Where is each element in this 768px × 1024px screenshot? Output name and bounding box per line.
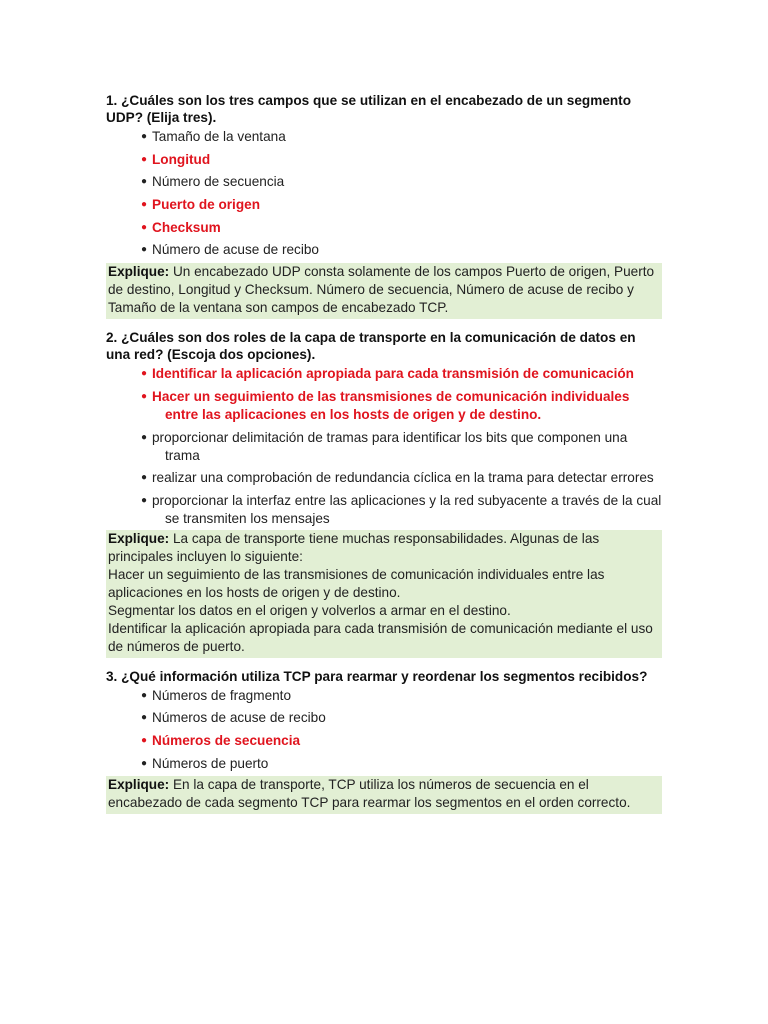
option-item: ● Número de acuse de recibo — [141, 242, 319, 258]
question-3-text: 3. ¿Qué información utiliza TCP para rearmar y reordenar los segmentos recibidos? — [106, 668, 648, 684]
option-item: ● Número de secuencia — [141, 174, 285, 190]
explanation-line: Identificar la aplicación apropiada para cada transmisión de comunicación mediante el uso de números de puerto. — [108, 620, 653, 654]
bullet-icon: ● — [141, 221, 148, 233]
question-3 — [106, 668, 662, 815]
option-item: ● Números de acuse de recibo — [141, 710, 326, 726]
option-item-correct: ● Hacer un seguimiento de las transmisiones de comunicación individuales entre las aplicaciones en los hosts de origen y de destino. — [141, 388, 630, 422]
option-item: ● Números de fragmento — [141, 687, 292, 703]
bullet-icon: ● — [141, 494, 148, 506]
explanation-label: Explique: — [108, 264, 170, 280]
explanation-label: Explique: — [108, 530, 170, 546]
option-item-correct: ● Longitud — [141, 151, 211, 167]
explanation-label: Explique: — [108, 777, 170, 793]
bullet-icon: ● — [141, 153, 148, 165]
question-1-options — [106, 128, 662, 259]
bullet-icon: ● — [141, 712, 148, 724]
option-item-correct: ● Identificar la aplicación apropiada para cada transmisión de comunicación — [141, 366, 634, 382]
explanation-box — [106, 263, 662, 319]
question-1 — [106, 92, 662, 319]
option-item: ● proporcionar la interfaz entre las aplicaciones y la red subyacente a través de la cual se transmiten los mensajes — [141, 492, 662, 526]
option-item-correct: ● Checksum — [141, 219, 221, 235]
explanation-text: La capa de transporte tiene muchas responsabilidades. Algunas de las principales incluyen lo siguiente: — [108, 530, 600, 564]
question-1-text: 1. ¿Cuáles son los tres campos que se utilizan en el encabezado de un segmento UDP? (Elija tres). — [106, 93, 632, 125]
option-item-correct: ● Números de secuencia — [141, 732, 301, 748]
explanation-box — [106, 776, 662, 814]
question-3-options — [106, 687, 662, 773]
explanation-box — [106, 530, 662, 658]
option-item: ● Tamaño de la ventana — [141, 129, 286, 144]
question-2 — [106, 329, 662, 657]
bullet-icon: ● — [141, 734, 148, 746]
explanation-line: Hacer un seguimiento de las transmisiones de comunicación individuales entre las aplicaciones en los hosts de origen y de destino. — [108, 566, 605, 600]
bullet-icon: ● — [141, 244, 148, 256]
question-2-text: 2. ¿Cuáles son dos roles de la capa de transporte en la comunicación de datos en una red? (Escoja dos opciones). — [106, 330, 636, 363]
quiz-document — [106, 92, 662, 824]
option-item: ● Números de puerto — [141, 755, 269, 771]
bullet-icon: ● — [141, 757, 148, 769]
bullet-icon: ● — [141, 390, 148, 402]
bullet-icon: ● — [141, 431, 148, 443]
option-item: ● realizar una comprobación de redundancia cíclica en la trama para detectar errores — [141, 470, 654, 486]
explanation-text: En la capa de transporte, TCP utiliza los números de secuencia en el encabezado de cada segmento TCP para rearmar los segmentos en el orden correcto. — [108, 777, 631, 811]
option-item: ● proporcionar delimitación de tramas para identificar los bits que componen una trama — [141, 429, 628, 463]
bullet-icon: ● — [141, 199, 148, 211]
explanation-line: Segmentar los datos en el origen y volverlos a armar en el destino. — [108, 602, 511, 618]
option-item-correct: ● Puerto de origen — [141, 197, 261, 213]
explanation-text: Un encabezado UDP consta solamente de los campos Puerto de origen, Puerto de destino, Longitud y Checksum. Número de secuencia, Número de acuse de recibo y Tamaño de la ventana son campos de encabezado TCP. — [108, 264, 655, 316]
bullet-icon: ● — [141, 176, 148, 188]
question-2-options — [106, 365, 662, 528]
bullet-icon: ● — [141, 368, 148, 380]
bullet-icon: ● — [141, 689, 148, 701]
bullet-icon: ● — [141, 472, 148, 484]
bullet-icon: ● — [141, 131, 148, 142]
